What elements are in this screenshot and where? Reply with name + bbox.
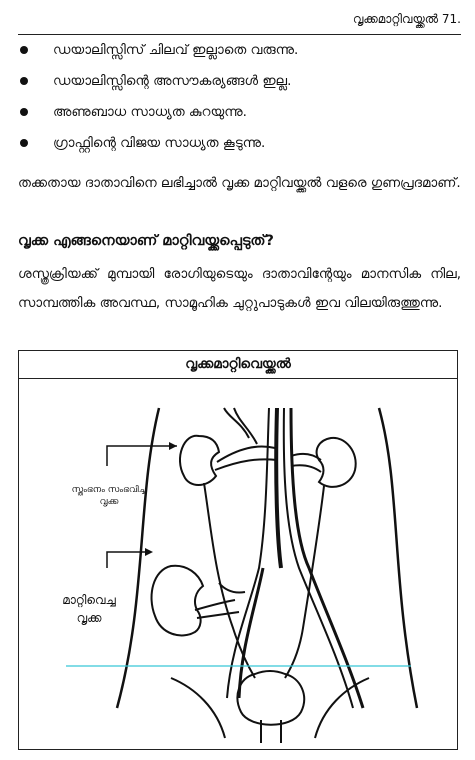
list-item: ഡയാലിസ്സിസ് ചിലവ് ഇല്ലാതെ വരുന്നു. [18, 40, 461, 71]
native-kidney-label [63, 484, 155, 508]
kidney-diagram [19, 378, 457, 749]
intro-paragraph: തക്കതായ ദാതാവിനെ ലഭിച്ചാൽ വൃക്ക മാറ്റിവയ്ക്കൽ വളരെ ഗുണപ്രദമാണ്. [18, 175, 461, 191]
page-header [18, 6, 461, 35]
body-paragraph: ശസ്ത്രക്രിയക്ക് മുമ്പായി രോഗിയുടെയും ദാതാവിന്റേയും മാനസിക നില, സാമ്പത്തിക അവസ്ഥ, സാമൂഹിക ചുറ്റുപാടുകൾ ഇവ വിലയിരുത്തുന്നു. [18, 266, 461, 311]
list-item: ഗ്രാഫ്റ്റിന്റെ വിജയ സാധ്യത കൂടുന്നു. [18, 133, 461, 164]
anatomy-outline [107, 408, 417, 743]
list-item: അണുബാധ സാധ്യത കുറയുന്നു. [18, 102, 461, 133]
kidney-transplant-figure [18, 350, 458, 750]
transplant-kidney-label-line1: മാറ്റിവെച്ച [62, 593, 116, 607]
native-kidney-label-line1: സ്തംഭനം സംഭവിച്ച [71, 485, 147, 495]
transplant-kidney-label-line2: വൃക്ക [76, 611, 102, 625]
transplant-kidney-label [51, 591, 127, 627]
arrow-transplant-kidney [145, 548, 153, 556]
running-title: വൃക്കമാറ്റിവയ്ക്കൽ 71. [352, 12, 461, 26]
benefits-list [18, 40, 461, 164]
native-kidney-label-line2: വൃക്ക [99, 497, 119, 507]
section-heading: വൃക്ക എങ്ങനെയാണ് മാറ്റിവയ്ക്കപ്പെടുത്? [18, 233, 274, 249]
arrow-native-kidney [169, 442, 177, 450]
list-item: ഡയാലിസ്സിന്റെ അസൗകര്യങ്ങൾ ഇല്ല. [18, 71, 461, 102]
figure-caption: വൃക്കമാറ്റിവെയ്ക്കൽ [19, 351, 457, 379]
